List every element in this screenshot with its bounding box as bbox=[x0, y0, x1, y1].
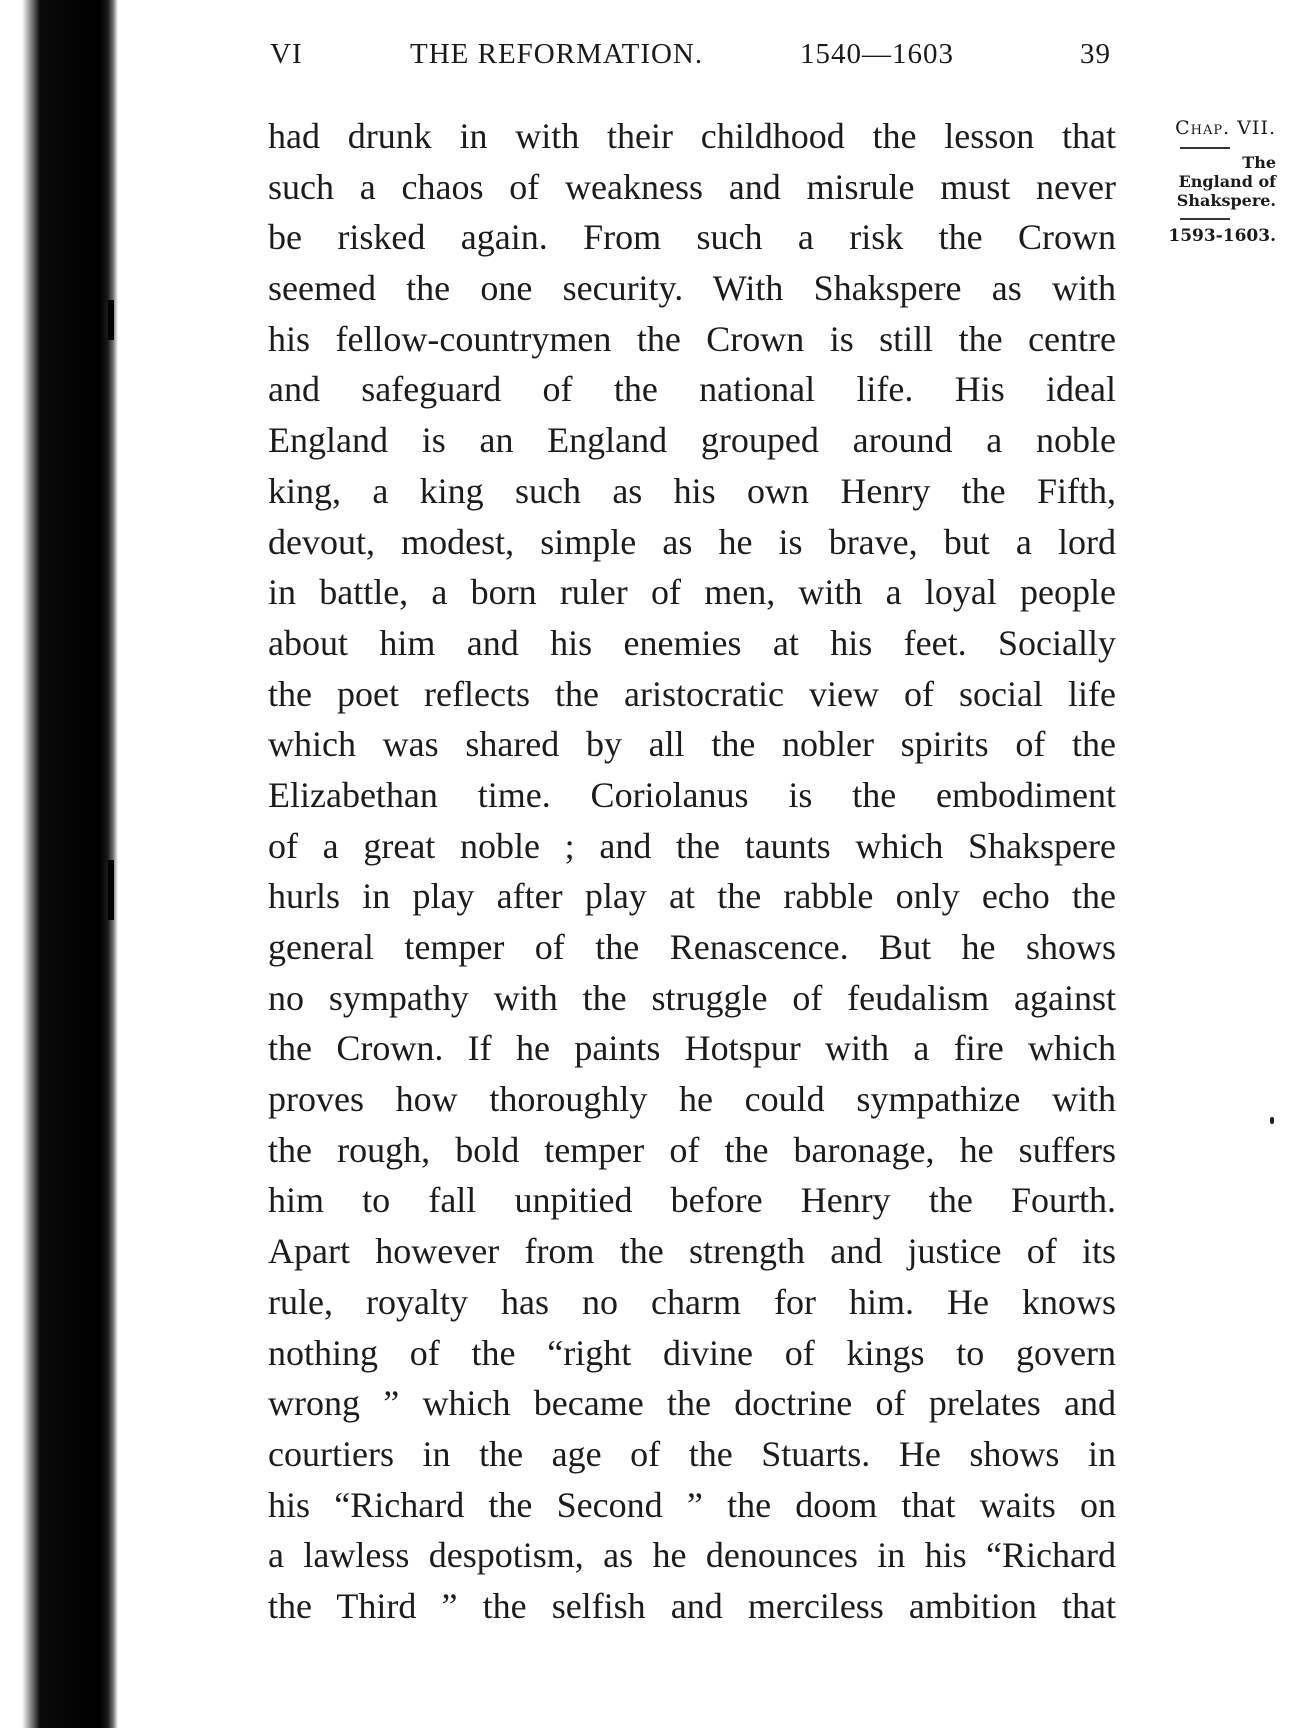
text-line: and safeguard of the national life. His ideal bbox=[268, 369, 1116, 410]
running-head bbox=[270, 38, 1120, 72]
scan-artifact bbox=[108, 300, 114, 340]
page-number: 39 bbox=[1080, 38, 1111, 70]
text-line: about him and his enemies at his feet. Socially bbox=[268, 622, 1116, 663]
text-line: Elizabethan time. Coriolanus is the embodiment bbox=[268, 774, 1116, 815]
text-line: proves how thoroughly he could sympathize with bbox=[268, 1079, 1116, 1120]
text-line: England is an England grouped around a noble bbox=[268, 420, 1116, 461]
margin-dates: 1593-1603. bbox=[1168, 226, 1276, 246]
text-line: seemed the one security. With Shakspere as with bbox=[268, 268, 1116, 309]
chapter-number: VI bbox=[270, 38, 303, 70]
text-line: a lawless despotism, as he denounces in his “Richard bbox=[268, 1535, 1116, 1576]
text-line: wrong ” which became the doctrine of prelates and bbox=[268, 1383, 1116, 1424]
text-line: which was shared by all the nobler spirits of the bbox=[268, 724, 1116, 765]
text-line: general temper of the Renascence. But he shows bbox=[268, 927, 1116, 967]
margin-topic bbox=[1130, 153, 1280, 210]
body-text bbox=[268, 111, 1116, 1632]
margin-topic-line: England of bbox=[1178, 172, 1276, 191]
text-line: nothing of the “right divine of kings to govern bbox=[268, 1332, 1116, 1373]
text-line: him to fall unpitied before Henry the Fourth. bbox=[268, 1180, 1116, 1221]
text-line: his fellow-countrymen the Crown is still the centre bbox=[268, 318, 1116, 359]
ink-mark bbox=[1270, 1117, 1274, 1124]
text-line: no sympathy with the struggle of feudalism against bbox=[268, 977, 1116, 1018]
margin-rule bbox=[1180, 218, 1230, 220]
scan-artifact bbox=[108, 860, 114, 920]
section-title: THE REFORMATION. bbox=[410, 38, 704, 70]
text-line: king, a king such as his own Henry the Fifth, bbox=[268, 470, 1116, 511]
text-line: the Third ” the selfish and merciless ambition that bbox=[268, 1585, 1116, 1626]
text-line: the poet reflects the aristocratic view of social life bbox=[268, 673, 1116, 714]
margin-note bbox=[1130, 117, 1280, 246]
text-line: devout, modest, simple as he is brave, but a lord bbox=[268, 521, 1116, 562]
text-line: courtiers in the age of the Stuarts. He shows in bbox=[268, 1433, 1116, 1474]
margin-chapter: Chap. VII. bbox=[1175, 117, 1276, 139]
text-line: in battle, a born ruler of men, with a loyal people bbox=[268, 572, 1116, 613]
text-line: Apart however from the strength and justice of its bbox=[268, 1231, 1116, 1272]
margin-rule bbox=[1180, 147, 1230, 149]
text-line: such a chaos of weakness and misrule must never bbox=[268, 166, 1116, 207]
text-line: the rough, bold temper of the baronage, he suffers bbox=[268, 1129, 1116, 1170]
text-line: of a great noble ; and the taunts which Shakspere bbox=[268, 825, 1116, 866]
text-line: had drunk in with their childhood the lesson that bbox=[268, 116, 1116, 156]
text-line: the Crown. If he paints Hotspur with a fire which bbox=[268, 1028, 1116, 1069]
text-line: hurls in play after play at the rabble only echo the bbox=[268, 876, 1116, 917]
section-dates: 1540—1603 bbox=[800, 38, 954, 70]
margin-topic-line: Shakspere. bbox=[1176, 191, 1276, 210]
binding-shadow bbox=[0, 0, 118, 1728]
text-line: be risked again. From such a risk the Crown bbox=[268, 217, 1116, 258]
text-line: his “Richard the Second ” the doom that waits on bbox=[268, 1484, 1116, 1525]
text-line: rule, royalty has no charm for him. He knows bbox=[268, 1281, 1116, 1322]
margin-topic-line: The bbox=[1242, 153, 1276, 172]
